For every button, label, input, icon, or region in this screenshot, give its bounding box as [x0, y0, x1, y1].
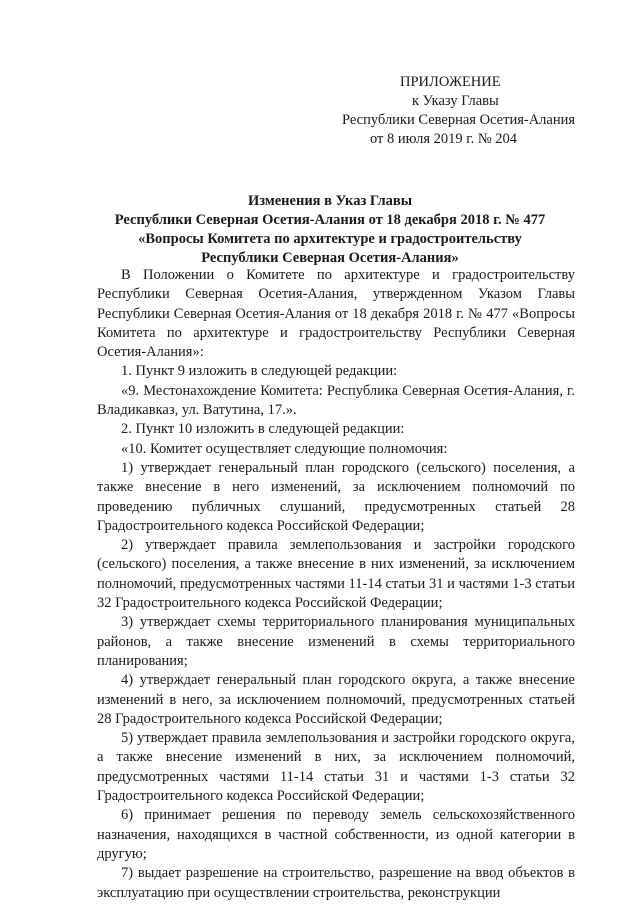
title-line-3: «Вопросы Комитета по архитектуре и градостроительству [138, 231, 522, 247]
document-title [95, 192, 565, 268]
appendix-heading: ПРИЛОЖЕНИЕ [400, 74, 501, 90]
appendix-line-2: Республики Северная Осетия-Алания [342, 112, 576, 128]
paragraph-power-5: 5) утверждает правила землепользования и застройки городского округа, а также внесение изменений в них, за исключением полномочий, предусмотренных частями 11-14 статьи 31 и частями 1-3 статьи 32 Градостроительного кодекса Российской Федерации; [97, 730, 575, 805]
paragraph-item-1: 1. Пункт 9 изложить в следующей редакции: [121, 363, 398, 380]
appendix-block [330, 73, 585, 149]
paragraph-point-9: «9. Местонахождение Комитета: Республика Северная Осетия-Алания, г. Владикавказ, ул. Ватутина, 17.». [97, 382, 575, 419]
title-line-4: Республики Северная Осетия-Алания» [201, 250, 459, 266]
paragraph-intro: В Положении о Комитете по архитектуре и градостроительству Республики Северная Осетия-Алания, утвержденном Указом Главы Республики Северная Осетия-Алания от 18 декабря 2018 г. № 477 «Вопросы Комитета по архитектуре и градостроительству Республики Северная Осетия-Алания»: [97, 267, 575, 361]
appendix-line-1: к Указу Главы [412, 93, 499, 109]
title-line-2: Республики Северная Осетия-Алания от 18 декабря 2018 г. № 477 [114, 212, 546, 228]
paragraph-item-2: 2. Пункт 10 изложить в следующей редакции: [121, 421, 405, 438]
paragraph-power-3: 3) утверждает схемы территориального планирования муниципальных районов, а также внесение изменений в схемы территориального планирования; [97, 614, 575, 669]
paragraph-power-2: 2) утверждает правила землепользования и застройки городского (сельского) поселения, а также внесение в них изменений, за исключением полномочий, предусмотренных частями 11-14 статьи 31 и частями 1-3 статьи 32 Градостроительного кодекса Российской Федерации; [97, 537, 575, 612]
paragraph-point-10: «10. Комитет осуществляет следующие полномочия: [121, 440, 448, 457]
paragraph-power-1: 1) утверждает генеральный план городского (сельского) поселения, а также внесение в него изменений, за исключением полномочий по проведению публичных слушаний, предусмотренных статьей 28 Градостроительного кодекса Российской Федерации; [97, 459, 575, 534]
appendix-line-3: от 8 июля 2019 г. № 204 [370, 131, 518, 147]
paragraph-power-7: 7) выдает разрешение на строительство, разрешение на ввод объектов в эксплуатацию при осуществлении строительства, реконструкции [97, 865, 575, 901]
title-line-1: Изменения в Указ Главы [247, 193, 413, 209]
paragraph-power-4: 4) утверждает генеральный план городского округа, а также внесение изменений в него, за исключением полномочий, предусмотренных статьей 28 Градостроительного кодекса Российской Федерации; [97, 672, 575, 727]
paragraph-power-6: 6) принимает решения по переводу земель сельскохозяйственного назначения, находящихся в частной собственности, из одной категории в другую; [97, 807, 575, 862]
document-body [97, 266, 575, 903]
